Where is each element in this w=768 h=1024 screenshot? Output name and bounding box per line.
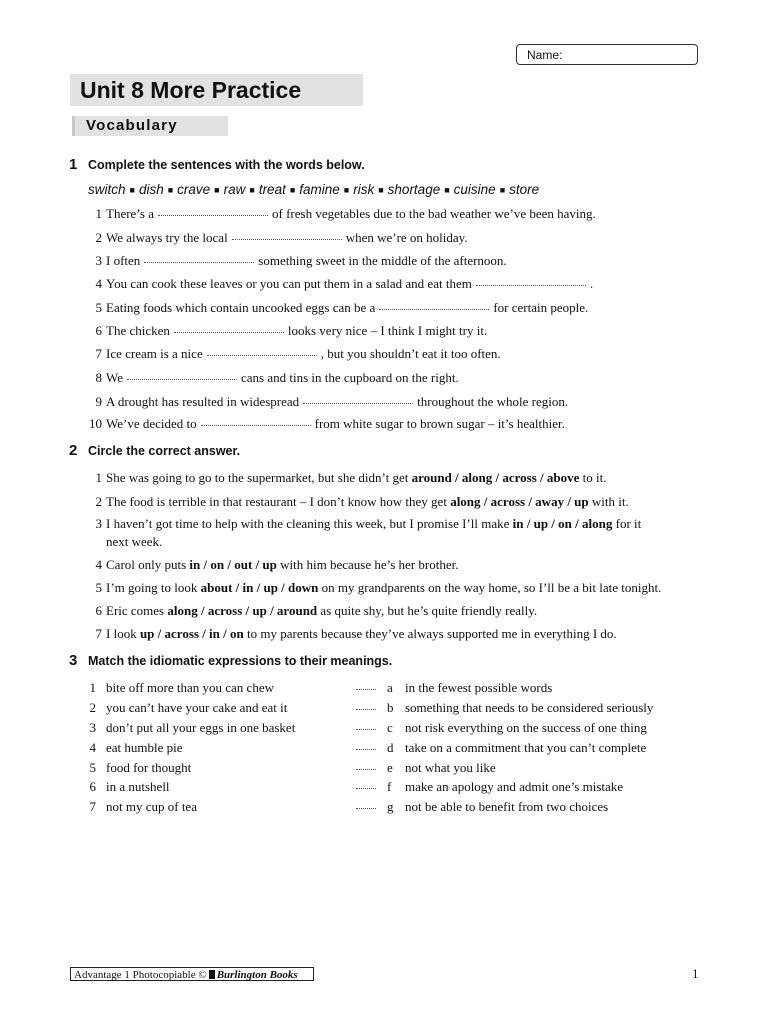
sentence-text: from white sugar to brown sugar – it’s healthier. (314, 416, 565, 431)
idiom-meaning: not what you like (405, 760, 496, 775)
sentence-item (84, 516, 641, 550)
sentence-item (84, 206, 596, 222)
meaning-letter: g (387, 799, 394, 814)
answer-blank[interactable] (356, 709, 376, 710)
idiom-expression: not my cup of tea (106, 799, 197, 814)
meaning-letter: c (387, 720, 393, 735)
answer-options[interactable]: around / along / across / above (411, 470, 580, 485)
sentence-text: Carol only puts (106, 557, 190, 572)
word: switch (88, 182, 126, 197)
sentence-text: with him because he’s her brother. (276, 557, 459, 572)
item-number: 1 (89, 680, 96, 695)
name-field[interactable] (516, 44, 698, 65)
match-row (84, 799, 704, 817)
answer-blank[interactable] (356, 749, 376, 750)
idiom-meaning: make an apology and admit one’s mistake (405, 779, 624, 794)
item-number: 2 (95, 230, 102, 245)
sentence-text: I often (106, 253, 141, 268)
idiom-meaning: something that needs to be considered seriously (405, 700, 654, 715)
idiom-meaning: in the fewest possible words (405, 680, 553, 695)
sentence-item (84, 323, 487, 339)
answer-options[interactable]: along / across / away / up (450, 494, 589, 509)
sentence-text: to my parents because they’ve always supported me in everything I do. (243, 626, 617, 641)
sentence-item (84, 580, 661, 596)
separator-icon: ■ (499, 185, 506, 195)
sentence-text: for certain people. (493, 300, 589, 315)
answer-blank[interactable] (356, 729, 376, 730)
answer-blank[interactable] (158, 215, 268, 216)
footer-text: Advantage 1 Photocopiable © (74, 969, 207, 981)
exercise-number: 1 (69, 156, 78, 173)
page-number: 1 (692, 966, 699, 981)
exercise-instruction: Match the idiomatic expressions to their meanings. (88, 654, 393, 668)
match-row (84, 720, 704, 738)
separator-icon: ■ (214, 185, 220, 195)
answer-blank[interactable] (356, 769, 376, 770)
item-number: 2 (95, 494, 102, 509)
sentence-text: Eric comes (106, 603, 168, 618)
separator-icon: ■ (249, 185, 255, 195)
sentence-text: with it. (588, 494, 629, 509)
sentence-text: A drought has resulted in widespread (106, 394, 300, 409)
item-number: 4 (95, 557, 102, 572)
word: crave (177, 182, 211, 197)
sentence-text: on my grandparents on the way home, so I’ll be a bit late tonight. (318, 580, 662, 595)
sentence-item (84, 557, 458, 573)
word: dish (138, 182, 164, 197)
sentence-item (84, 276, 593, 292)
sentence-item (84, 300, 588, 316)
exercise-number: 2 (69, 442, 78, 459)
item-number: 5 (89, 760, 96, 775)
exercise-instruction: Circle the correct answer. (88, 444, 241, 458)
sentence-text: I look (106, 626, 140, 641)
sentence-text: Eating foods which contain uncooked eggs can be a (106, 300, 376, 315)
word: raw (223, 182, 246, 197)
separator-icon: ■ (289, 185, 296, 195)
idiom-expression: eat humble pie (106, 740, 183, 755)
answer-blank[interactable] (144, 262, 254, 263)
exercise-1-heading (69, 156, 365, 173)
sentence-text: We (106, 370, 123, 385)
item-number: 7 (95, 346, 102, 361)
publisher-logo-icon (209, 970, 215, 979)
sentence-text: She was going to go to the supermarket, but she didn’t get (106, 470, 412, 485)
meaning-letter: a (387, 680, 393, 695)
idiom-expression: food for thought (106, 760, 192, 775)
sentence-item (84, 253, 507, 269)
meaning-letter: b (387, 700, 394, 715)
answer-blank[interactable] (201, 425, 311, 426)
answer-blank[interactable] (356, 689, 376, 690)
exercise-number: 3 (69, 652, 78, 669)
answer-options[interactable]: up / across / in / on (139, 626, 244, 641)
idiom-expression: don’t put all your eggs in one basket (106, 720, 296, 735)
sentence-text: The chicken (106, 323, 170, 338)
section-header: Vocabulary (72, 116, 228, 136)
match-row (84, 680, 704, 698)
idiom-meaning: not risk everything on the success of one thing (405, 720, 647, 735)
item-number: 3 (89, 720, 96, 735)
separator-icon: ■ (343, 185, 350, 195)
sentence-text: . (589, 276, 594, 291)
meaning-letter: d (387, 740, 394, 755)
word: store (509, 182, 540, 197)
answer-blank[interactable] (379, 309, 489, 310)
answer-blank[interactable] (207, 355, 317, 356)
sentence-text: There’s a (106, 206, 155, 221)
sentence-item (84, 603, 537, 619)
exercise-3-heading (69, 652, 392, 669)
item-number: 6 (89, 779, 96, 794)
exercise-2-heading (69, 442, 240, 459)
word: cuisine (453, 182, 496, 197)
exercise-instruction: Complete the sentences with the words below. (88, 158, 365, 172)
idiom-meaning: not be able to benefit from two choices (405, 799, 609, 814)
word-list (88, 182, 539, 197)
sentence-item (84, 346, 501, 362)
item-number: 1 (95, 206, 102, 221)
item-number: 3 (95, 253, 102, 268)
item-number: 5 (95, 300, 102, 315)
answer-blank[interactable] (174, 332, 284, 333)
separator-icon: ■ (378, 185, 384, 195)
sentence-text: , but you shouldn’t eat it too often. (320, 346, 501, 361)
sentence-text: for it (612, 516, 642, 531)
sentence-text: We always try the local (106, 230, 228, 245)
sentence-text: The food is terrible in that restaurant – I don’t know how they get (106, 494, 451, 509)
sentence-text: I haven’t got time to help with the cleaning this week, but I promise I’ll make (106, 516, 513, 531)
match-row (84, 760, 704, 778)
footer (70, 967, 314, 981)
idiom-meaning: take on a commitment that you can’t complete (405, 740, 647, 755)
sentence-item (84, 494, 629, 510)
item-number: 7 (89, 799, 96, 814)
sentence-text: looks very nice – I think I might try it. (287, 323, 488, 338)
item-number: 6 (95, 323, 102, 338)
sentence-text: when we’re on holiday. (345, 230, 468, 245)
item-number: 10 (89, 416, 102, 431)
sentence-text: of fresh vegetables due to the bad weather we’ve been having. (272, 206, 596, 221)
answer-blank[interactable] (356, 788, 376, 789)
item-number: 1 (95, 470, 102, 485)
separator-icon: ■ (129, 185, 135, 195)
sentence-continuation: next week. (106, 534, 163, 549)
sentence-text: I’m going to look (106, 580, 201, 595)
idiom-expression: you can’t have your cake and eat it (106, 700, 288, 715)
separator-icon: ■ (444, 185, 450, 195)
item-number: 6 (95, 603, 102, 618)
word: risk (353, 182, 375, 197)
answer-options[interactable]: along / across / up / around (167, 603, 318, 618)
item-number: 4 (95, 276, 102, 291)
item-number: 2 (89, 700, 96, 715)
item-number: 5 (95, 580, 102, 595)
answer-blank[interactable] (356, 808, 376, 809)
answer-options[interactable]: in / on / out / up (189, 557, 277, 572)
item-number: 8 (95, 370, 102, 385)
sentence-text: You can cook these leaves or you can put them in a salad and eat them (106, 276, 472, 291)
word: treat (258, 182, 286, 197)
name-label: Name: (527, 48, 563, 62)
word: famine (299, 182, 340, 197)
sentence-item (84, 626, 617, 642)
sentence-item (84, 394, 568, 410)
sentence-text: to it. (579, 470, 607, 485)
sentence-item (84, 416, 565, 432)
word: shortage (387, 182, 441, 197)
sentence-text: as quite shy, but he’s quite friendly really. (317, 603, 538, 618)
answer-blank[interactable] (303, 403, 413, 404)
match-row (84, 740, 704, 758)
meaning-letter: f (387, 779, 392, 794)
sentence-text: Ice cream is a nice (106, 346, 203, 361)
answer-options[interactable]: about / in / up / down (200, 580, 319, 595)
page-title: Unit 8 More Practice (70, 74, 363, 106)
answer-blank[interactable] (232, 239, 342, 240)
sentence-text: We’ve decided to (106, 416, 197, 431)
idiom-expression: bite off more than you can chew (106, 680, 274, 695)
answer-blank[interactable] (476, 285, 586, 286)
publisher-name: Burlington Books (216, 969, 298, 981)
item-number: 9 (95, 394, 102, 409)
sentence-text: something sweet in the middle of the afternoon. (258, 253, 507, 268)
item-number: 4 (89, 740, 96, 755)
sentence-item (84, 370, 459, 386)
answer-blank[interactable] (127, 379, 237, 380)
sentence-text: cans and tins in the cupboard on the right. (241, 370, 459, 385)
sentence-item (84, 470, 607, 486)
match-row (84, 700, 704, 718)
item-number: 3 (95, 516, 102, 531)
match-row (84, 779, 704, 797)
sentence-item (84, 230, 468, 246)
sentence-text: throughout the whole region. (417, 394, 569, 409)
meaning-letter: e (387, 760, 393, 775)
answer-options[interactable]: in / up / on / along (512, 516, 613, 531)
separator-icon: ■ (167, 185, 174, 195)
item-number: 7 (95, 626, 102, 641)
idiom-expression: in a nutshell (106, 779, 170, 794)
